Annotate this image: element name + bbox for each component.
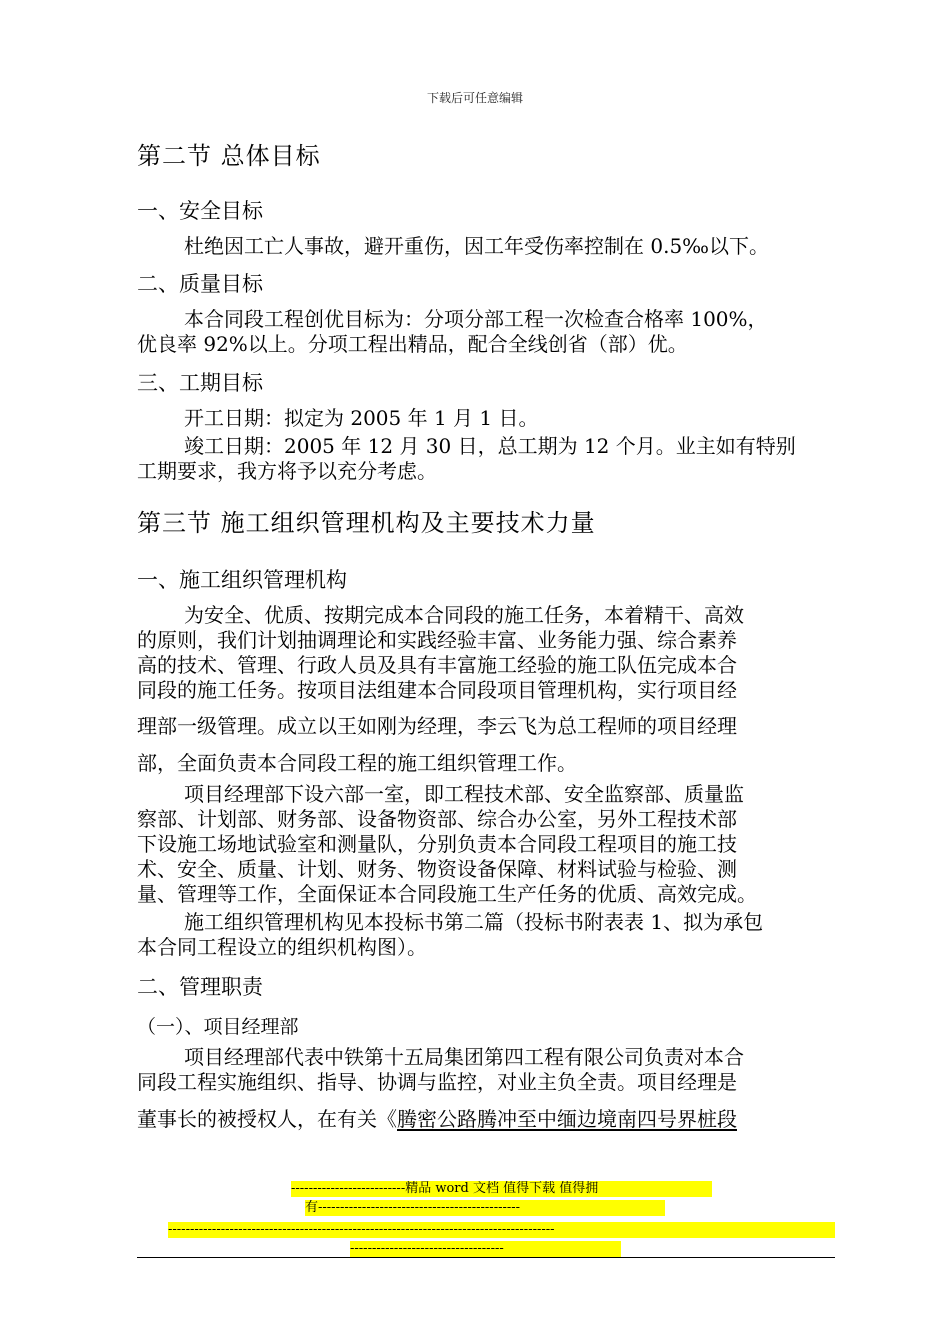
heading-quality-goal: 二、质量目标 — [137, 272, 263, 296]
footer-banner-line-2: 有---------------------------------------------- — [305, 1200, 665, 1216]
schedule-completion-line-2: 工期要求，我方将予以充分考虑。 — [137, 459, 437, 483]
org-para2-line-2: 察部、计划部、财务部、设备物资部、综合办公室，另外工程技术部 — [137, 807, 737, 831]
heading-safety-goal: 一、安全目标 — [137, 199, 263, 223]
org-para2-line-5: 量、管理等工作，全面保证本合同段施工生产任务的优质、高效完成。 — [137, 882, 757, 906]
duties-line-2: 同段工程实施组织、指导、协调与监控，对业主负全责。项目经理是 — [137, 1070, 737, 1094]
org-para1-line-5-c: 为总工程师的项目经理 — [537, 714, 737, 738]
org-para3-line-1: 施工组织管理机构见本投标书第二篇（投标书附表表 1、拟为承包 — [184, 910, 764, 934]
org-para1-line-3: 高的技术、管理、行政人员及具有丰富施工经验的施工队伍完成本合 — [137, 653, 737, 677]
section-title-overall-goals: 第二节 总体目标 — [137, 142, 321, 170]
footer-banner-line-3: ---------------------------------------------------------------------------------------- — [168, 1222, 835, 1238]
org-para1-line-2: 的原则，我们计划抽调理论和实践经验丰富、业务能力强、综合素养 — [137, 628, 737, 652]
schedule-completion-line-1: 竣工日期：2005 年 12 月 30 日，总工期为 12 个月。业主如有特别 — [184, 434, 796, 458]
org-para2-line-1: 项目经理部下设六部一室，即工程技术部、安全监察部、质量监 — [184, 782, 744, 806]
org-para1-line-5-b: 为经理， — [397, 714, 477, 738]
duties-line-3-a: 董事长的被授权人，在有关《 — [137, 1107, 397, 1131]
section-title-organization: 第三节 施工组织管理机构及主要技术力量 — [137, 509, 596, 537]
duties-line-3 — [137, 1107, 737, 1131]
org-para1-line-6: 部，全面负责本合同段工程的施工组织管理工作。 — [137, 751, 577, 775]
org-para1-line-4: 同段的施工任务。按项目法组建本合同段项目管理机构，实行项目经 — [137, 678, 737, 702]
schedule-start-date: 开工日期：拟定为 2005 年 1 月 1 日。 — [184, 406, 539, 430]
quality-goal-line-1: 本合同段工程创优目标为：分项分部工程一次检查合格率 100%， — [184, 307, 768, 331]
safety-goal-text: 杜绝因工亡人事故，避开重伤，因工年受伤率控制在 0.5‰以下。 — [184, 234, 769, 258]
footer-banner-line-1: --------------------------精品 word 文档 值得下载 值得拥 — [291, 1181, 712, 1197]
chief-engineer-name: 李云飞 — [477, 714, 537, 738]
heading-schedule-goal: 三、工期目标 — [137, 371, 263, 395]
subheading-project-department: （一）、项目经理部 — [137, 1016, 299, 1038]
quality-goal-line-2: 优良率 92%以上。分项工程出精品，配合全线创省（部）优。 — [137, 332, 688, 356]
footer-rule — [137, 1257, 835, 1258]
org-para2-line-3: 下设施工场地试验室和测量队，分别负责本合同段工程项目的施工技 — [137, 832, 737, 856]
org-para1-line-5 — [137, 714, 737, 738]
header-note: 下载后可任意编辑 — [426, 91, 523, 105]
org-para1-line-1: 为安全、优质、按期完成本合同段的施工任务，本着精干、高效 — [184, 603, 744, 627]
heading-duties: 二、管理职责 — [137, 975, 263, 999]
manager-name: 王如刚 — [337, 714, 397, 738]
project-name-underlined: 腾密公路腾冲至中缅边境南四号界桩段 — [397, 1107, 737, 1131]
org-para1-line-5-a: 理部一级管理。成立以 — [137, 714, 337, 738]
duties-line-1: 项目经理部代表中铁第十五局集团第四工程有限公司负责对本合 — [184, 1045, 744, 1069]
org-para3-line-2: 本合同工程设立的组织机构图）。 — [137, 935, 427, 959]
heading-organization: 一、施工组织管理机构 — [137, 568, 347, 592]
org-para2-line-4: 术、安全、质量、计划、财务、物资设备保障、材料试验与检验、测 — [137, 857, 737, 881]
footer-banner-line-4: ----------------------------------- — [350, 1241, 621, 1257]
